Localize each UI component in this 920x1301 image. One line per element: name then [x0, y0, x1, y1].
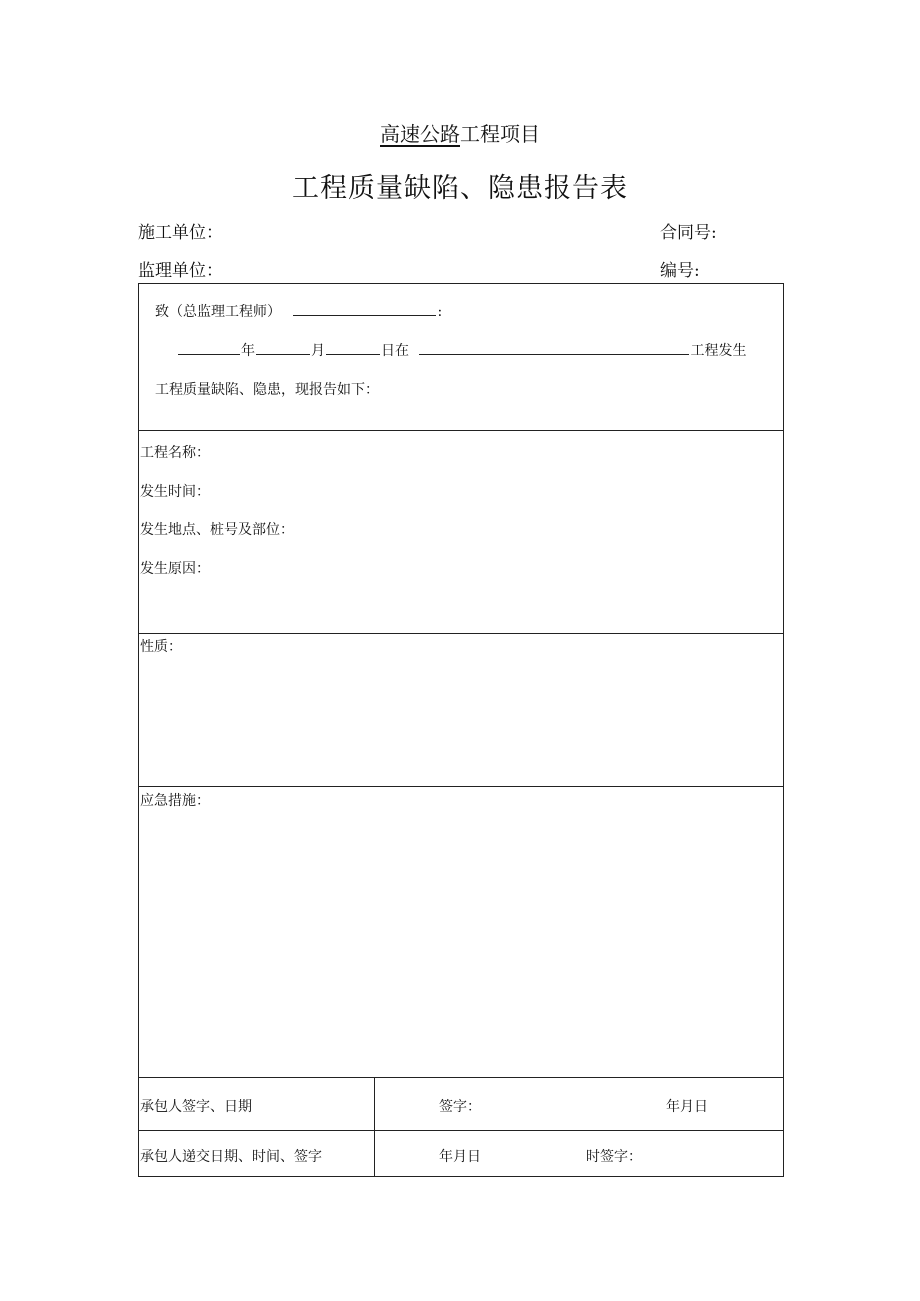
cause-label: 发生原因： — [140, 561, 210, 577]
serial-no-label: 编号: — [660, 261, 700, 281]
month-blank[interactable] — [256, 342, 310, 355]
intro-line-3: 工程质量缺陷、隐患，现报告如下： — [155, 382, 379, 398]
to-colon: : — [437, 304, 443, 320]
column-divider — [374, 1077, 375, 1177]
contractor-submit-label: 承包人递交日期、时间、签字 — [140, 1149, 322, 1165]
row-divider — [139, 786, 783, 787]
row1-sign-label: 签字： — [439, 1099, 481, 1115]
subtitle-underlined: 高速公路 — [380, 122, 460, 146]
to-label: 致（总监理工程师） — [155, 304, 281, 320]
year-label: 年 — [241, 343, 255, 359]
occurred-label: 工程发生 — [690, 343, 747, 359]
location-label: 发生地点、桩号及部位： — [140, 522, 294, 538]
day-blank[interactable] — [326, 342, 380, 355]
supervisor-name-blank[interactable] — [293, 303, 436, 316]
row-divider — [139, 633, 783, 634]
row2-date-label: 年月日 — [439, 1149, 481, 1165]
supervision-unit-label: 监理单位： — [138, 261, 223, 281]
row-divider — [139, 1077, 783, 1078]
contract-no-label: 合同号: — [660, 223, 717, 243]
emergency-label: 应急措施： — [140, 793, 210, 809]
year-blank[interactable] — [178, 342, 240, 355]
construction-unit-label: 施工单位： — [138, 223, 223, 243]
subtitle-rest: 工程项目 — [460, 122, 540, 146]
time-label: 发生时间： — [140, 484, 210, 500]
project-subtitle — [0, 118, 920, 147]
intro-line-2 — [177, 340, 746, 360]
day-at-label: 日在 — [381, 343, 409, 359]
project-blank[interactable] — [419, 342, 689, 355]
contractor-sign-date-label: 承包人签字、日期 — [140, 1099, 252, 1115]
intro-line-1 — [155, 301, 442, 321]
row-divider — [139, 430, 783, 431]
row-divider — [139, 1130, 783, 1131]
row1-date-label: 年月日 — [666, 1099, 708, 1115]
row2-sign-label: 时签字： — [586, 1149, 642, 1165]
report-table — [138, 283, 784, 1177]
page-title: 工程质量缺陷、隐患报告表 — [292, 173, 628, 204]
nature-label: 性质： — [140, 639, 182, 655]
month-label: 月 — [311, 343, 325, 359]
project-name-label: 工程名称： — [140, 445, 210, 461]
